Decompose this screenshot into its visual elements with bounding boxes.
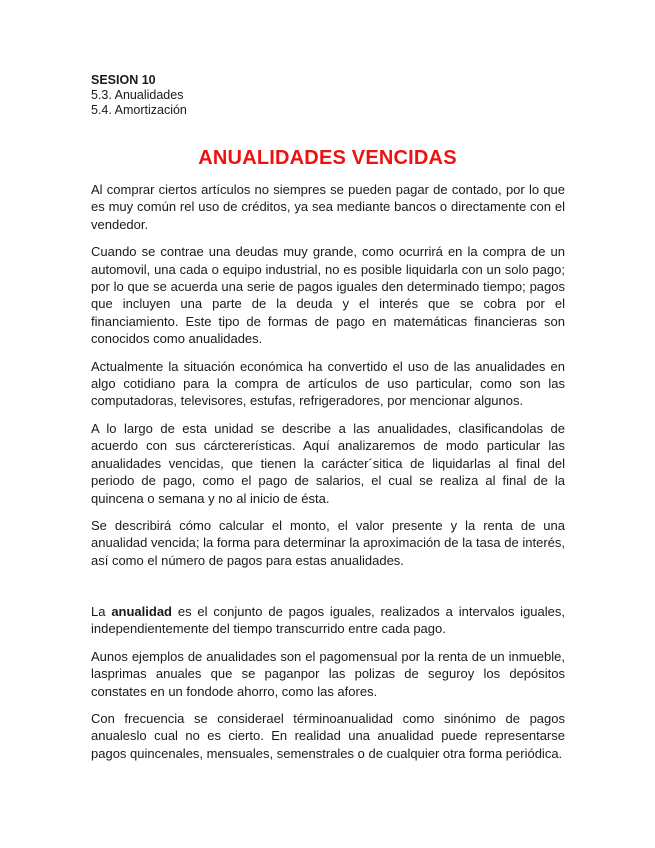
paragraph-frequency: Con frecuencia se considerael términoanualidad como sinónimo de pagos anualeslo cual no es cierto. En realidad una anualidad puede representarse pagos quincenales, mensuales, semenstrales o de cualquier otra forma periódica. — [91, 711, 565, 761]
topic-annuities: 5.3. Anualidades — [91, 88, 184, 102]
paragraph-definition — [91, 603, 565, 638]
paragraph-credit-purchases: Al comprar ciertos artículos no siempres se pueden pagar de contado, por lo que es muy común rel uso de créditos, ya sea mediante bancos o directamente con el vendedor. — [91, 182, 565, 232]
session-header — [91, 73, 571, 118]
paragraph-calculations: Se describirá cómo calcular el monto, el valor presente y la renta de una anualidad vencida; la forma para determinar la aproximación de la tasa de interés, así como el número de pagos para estas anualidades. — [91, 517, 565, 568]
paragraph-unit-overview: A lo largo de esta unidad se describe a las anualidades, clasificandolas de acuerdo con sus cárctererísticas. Aquí analizaremos de modo particular las anualidades vencidas, que tienen la carácter´sitica de liquidarlas al final del periodo de pago, como el pago de salarios, el cual se realiza al final de la quincena o semana y no al inicio de ésta. — [91, 420, 565, 506]
session-number: SESION 10 — [91, 73, 156, 87]
definition-section — [91, 603, 565, 772]
definition-term: anualidad — [111, 604, 172, 619]
intro-section — [91, 181, 565, 579]
topic-amortization: 5.4. Amortización — [91, 103, 187, 117]
paragraph-large-debts: Cuando se contrae una deudas muy grande, como ocurrirá en la compra de un automovil, una cada o equipo industrial, no es posible liquidarla con un solo pago; por lo que se acuerda una serie de pagos iguales den determinado tiempo; pagos que incluyen una parte de la deuda y el interés que se cobra por el financiamiento. Este tipo de formas de pago en matemáticas financieras son conocidos como anualidades. — [91, 244, 565, 347]
page-title: ANUALIDADES VENCIDAS — [198, 147, 457, 169]
paragraph-economic-situation: Actualmente la situación económica ha convertido el uso de las anualidades en algo cotidiano para la compra de artículos de uso particular, como son las computadoras, televisores, estufas, refrigeradores, por mencionar algunos. — [91, 358, 565, 409]
definition-intro: La — [91, 604, 112, 619]
paragraph-examples: Aunos ejemplos de anualidades son el pagomensual por la renta de un inmueble, lasprimas anuales que se paganpor las polizas de seguroy los depósitos constates en un fondode ahorro, como las afores. — [91, 648, 565, 699]
definition-rest: es el conjunto de pagos iguales, realizados a intervalos iguales, independientemente del tiempo transcurrido entre cada pago. — [91, 604, 565, 637]
